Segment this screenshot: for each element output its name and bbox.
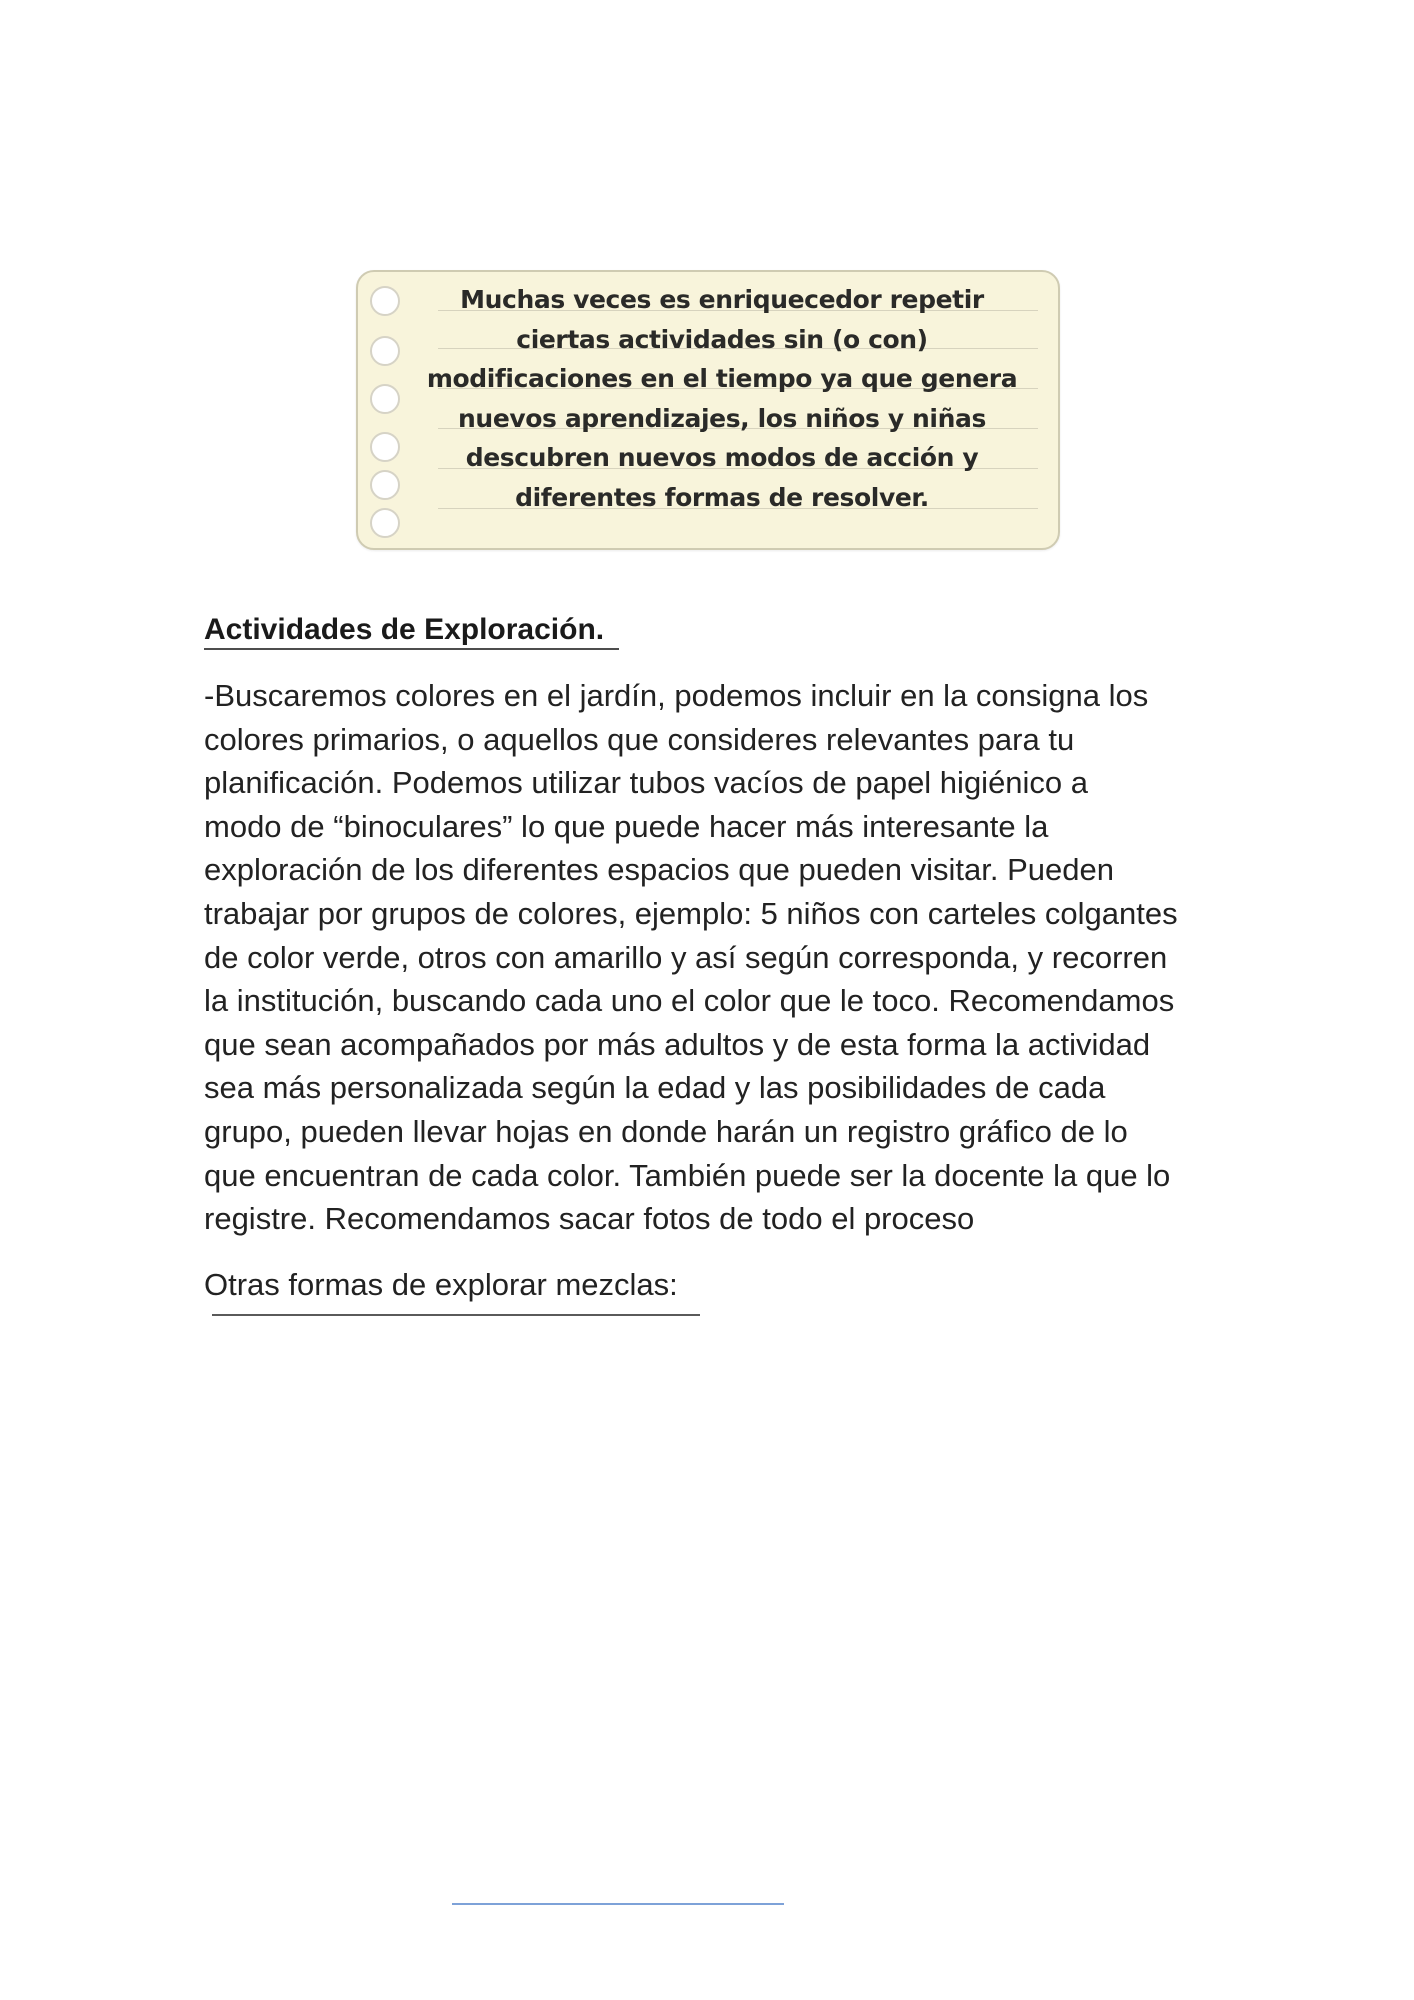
paragraph-line: que sean acompañados por más adultos y de esta forma la actividad (204, 1026, 1151, 1062)
paragraph-line: colores primarios, o aquellos que consideres relevantes para tu (204, 721, 1075, 757)
other-ways-underline (212, 1314, 700, 1316)
paragraph-line: exploración de los diferentes espacios que pueden visitar. Pueden (204, 852, 1114, 888)
section-title: Actividades de Exploración. (204, 613, 605, 646)
paragraph-line: registre. Recomendamos sacar fotos de todo el proceso (204, 1201, 975, 1237)
note-line: diferentes formas de resolver. (515, 482, 929, 512)
other-ways-label: Otras formas de explorar mezclas: (204, 1267, 678, 1302)
note-line: Muchas veces es enriquecedor repetir (460, 285, 984, 314)
note-line: modificaciones en el tiempo ya que genera (426, 364, 1018, 393)
note-card (356, 270, 1060, 550)
paragraph-line: -Buscaremos colores en el jardín, podemos incluir en la consigna los (204, 678, 1149, 713)
paragraph-line: de color verde, otros con amarillo y así según corresponda, y recorren (204, 939, 1168, 975)
note-line: nuevos aprendizajes, los niños y niñas (458, 403, 986, 433)
paragraph-line: trabajar por grupos de colores, ejemplo: 5 niños con carteles colgantes (204, 895, 1178, 931)
paragraph-line: sea más personalizada según la edad y las posibilidades de cada (204, 1070, 1106, 1106)
paragraph-line: grupo, pueden llevar hojas en donde harán un registro gráfico de lo (204, 1113, 1128, 1149)
paragraph-line: modo de “binoculares” lo que puede hacer más interesante la (204, 808, 1049, 844)
paragraph-line: la institución, buscando cada uno el color que le toco. Recomendamos (204, 983, 1175, 1019)
title-underline (204, 648, 619, 650)
note-line: ciertas actividades sin (o con) (516, 324, 928, 354)
note-text (392, 280, 1052, 517)
paragraph-line: que encuentran de cada color. También puede ser la docente la que lo (204, 1157, 1171, 1193)
note-line: descubren nuevos modos de acción y (465, 443, 979, 472)
body-paragraph (204, 674, 1274, 1241)
footer-rule (452, 1903, 784, 1905)
paragraph-line: planificación. Podemos utilizar tubos vacíos de papel higiénico a (204, 765, 1089, 801)
